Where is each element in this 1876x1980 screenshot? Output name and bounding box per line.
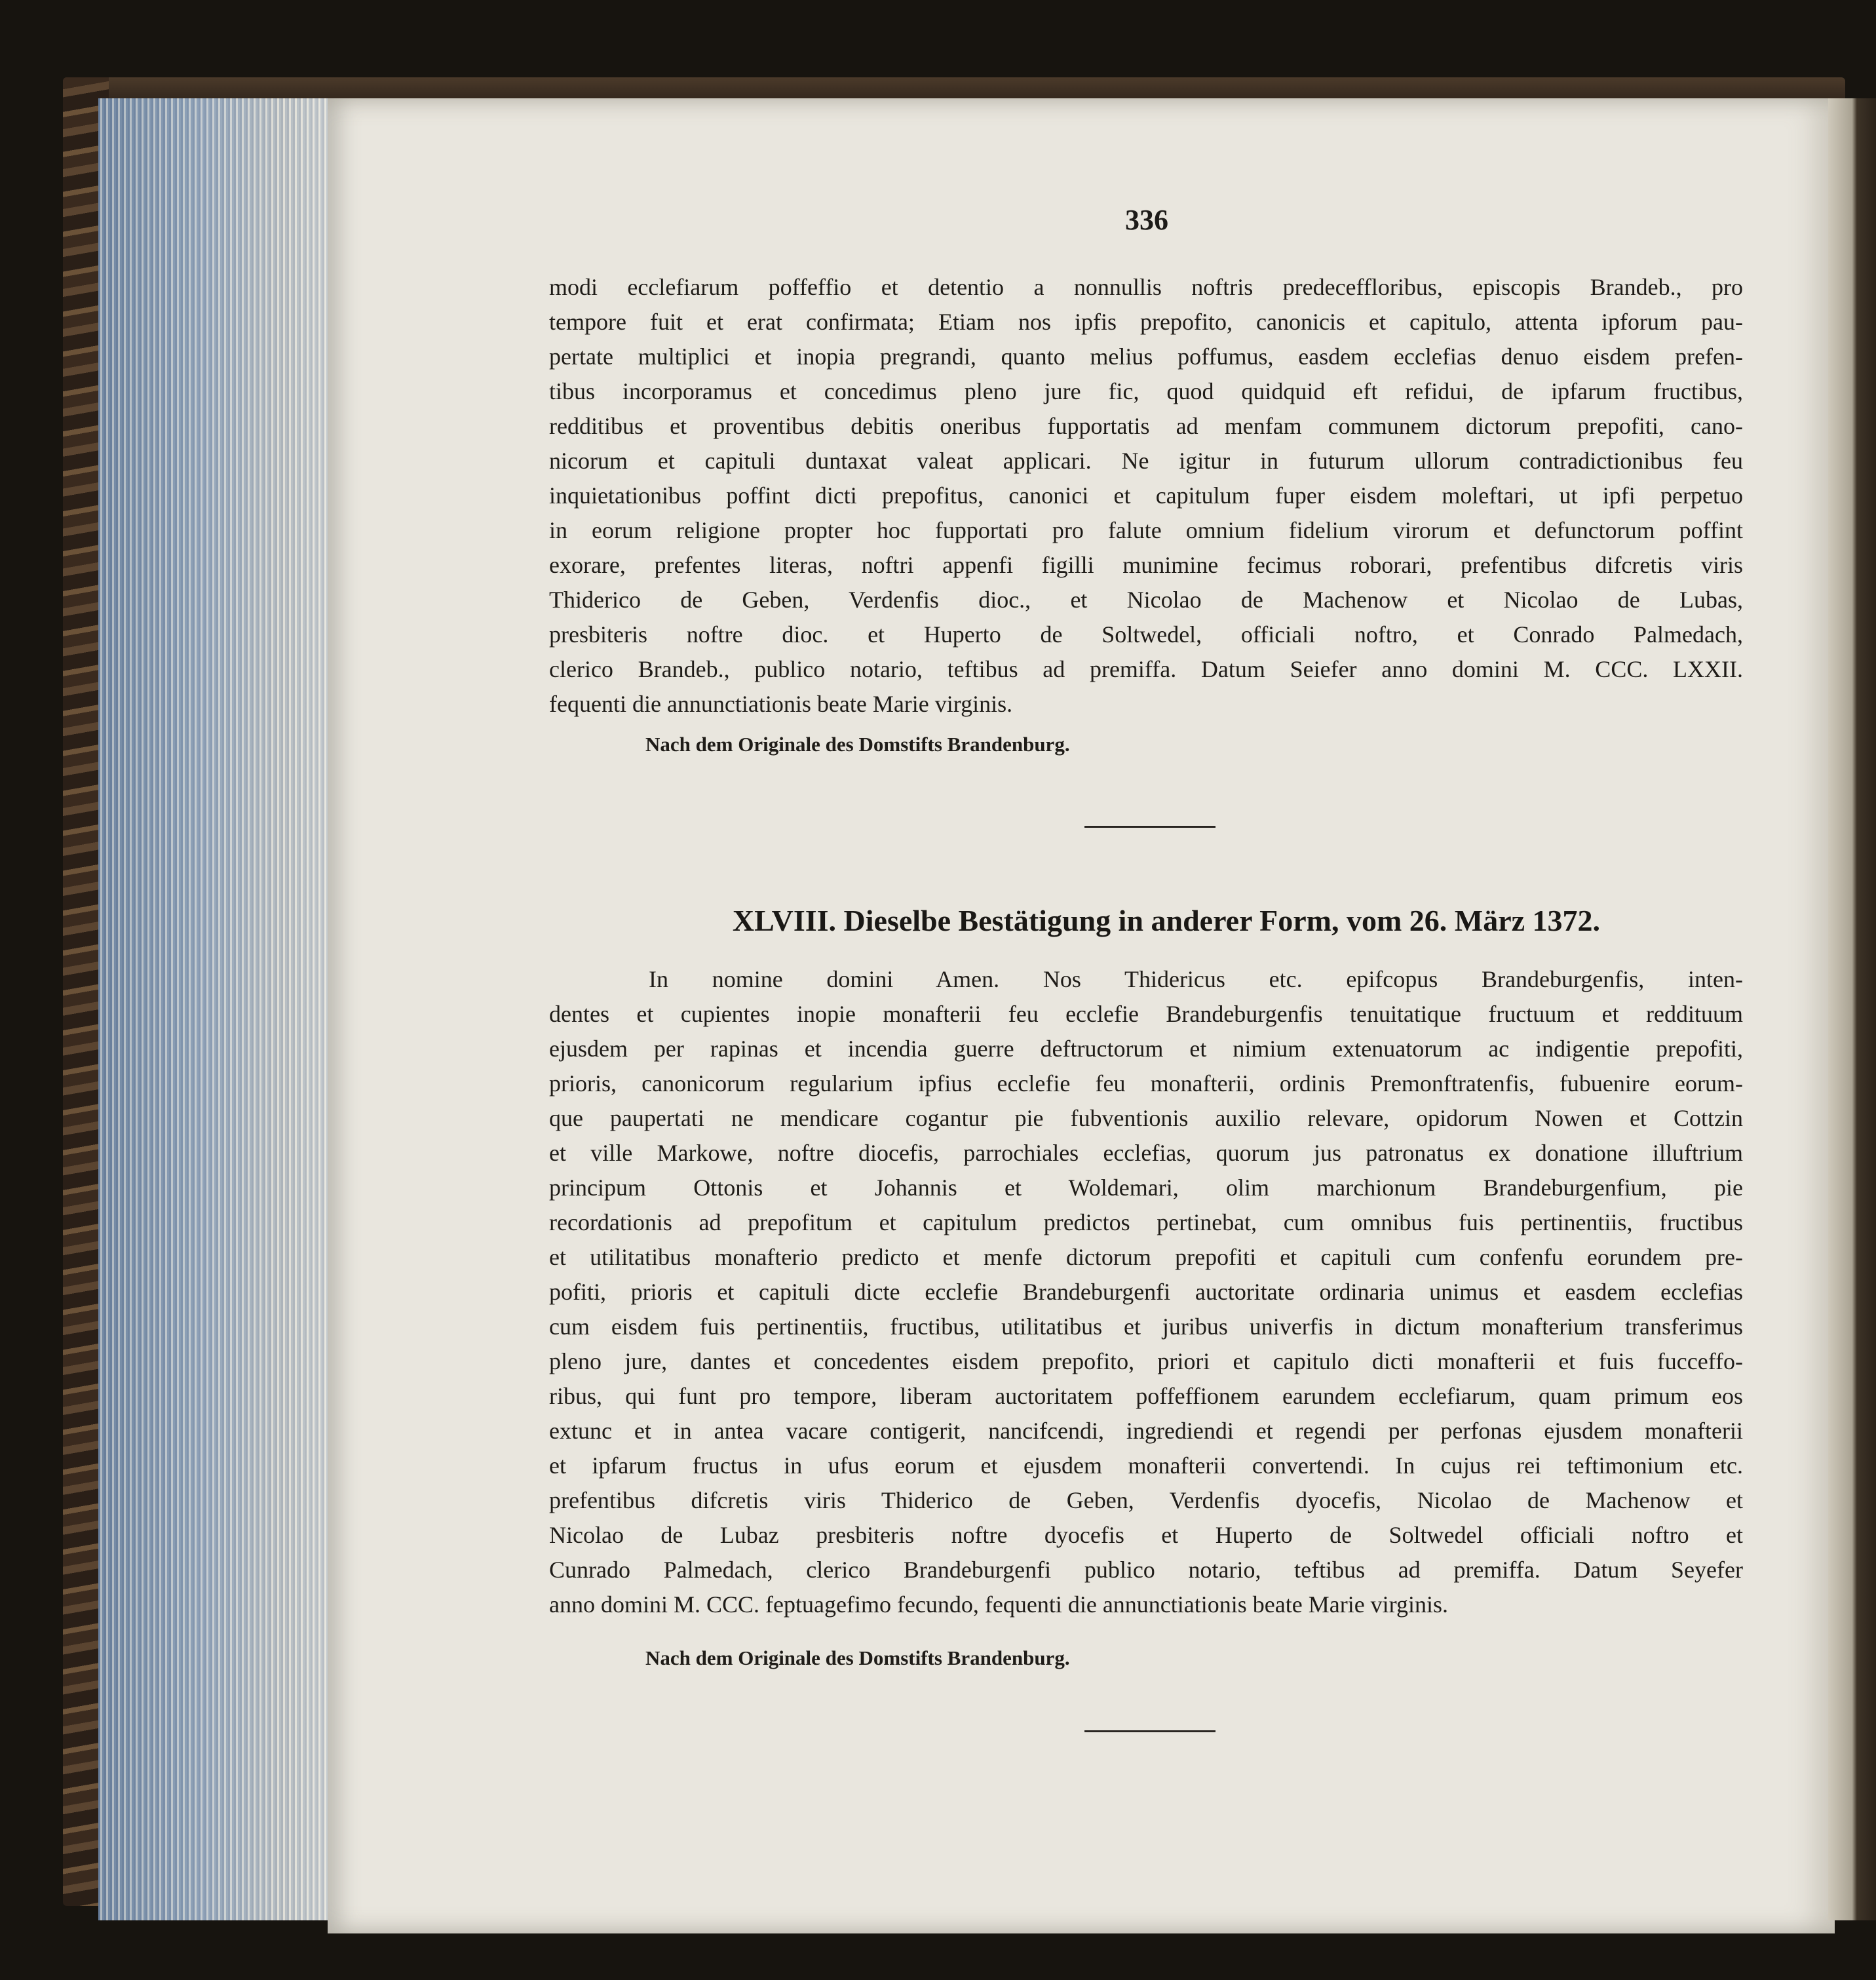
section2-line: prioris, canonicorum regularium ipfius ecclefie feu monafterii, ordinis Premonftratenfis, fubuenire eorum- [549, 1070, 1743, 1097]
section2-line: Cunrado Palmedach, clerico Brandeburgenfi publico notario, teftibus ad premiffa. Datum Seyefer [549, 1557, 1743, 1583]
section2-line: que paupertati ne mendicare cogantur pie fubventionis auxilio relevare, opidorum Nowen et Cottzin [549, 1105, 1743, 1131]
section2-line: anno domini M. CCC. feptuagefimo fecundo, fequenti die annunctiationis beate Marie virginis. [549, 1591, 1449, 1618]
section1-line: exorare, prefentes literas, noftri appenfi figilli munimine fecimus roborari, prefentibus difcretis viris [549, 552, 1743, 578]
section1-line: pertate multiplici et inopia pregrandi, quanto melius poffumus, easdem ecclefias denuo eisdem prefen- [549, 343, 1743, 370]
book-spine-right [1828, 98, 1876, 1920]
section2-line: extunc et in antea vacare contigerit, nancifcendi, ingrediendi et regendi per perfonas ejusdem monafterii [549, 1418, 1743, 1444]
section1-line: redditibus et proventibus debitis oneribus fupportatis ad menfam communem dictorum prepofiti, cano- [549, 413, 1743, 439]
section1-line: tibus incorporamus et concedimus pleno jure fic, quod quidquid eft refidui, de ipfarum fructibus, [549, 378, 1743, 404]
section2-heading: XLVIII. Dieselbe Bestätigung in anderer Form, vom 26. März 1372. [732, 904, 1601, 937]
section2-line: prefentibus difcretis viris Thiderico de Geben, Verdenfis dyocefis, Nicolao de Machenow et [549, 1487, 1743, 1513]
page-edges [98, 98, 328, 1920]
section2-line: cum eisdem fuis pertinentiis, fructibus, utilitatibus et juribus univerfis in dictum monafterium transferimus [549, 1313, 1743, 1340]
section-end-rule [1084, 1730, 1216, 1732]
section2-line: pleno jure, dantes et concedentes eisdem prepofito, priori et capitulo dicti monafterii et fuis fucceffo- [549, 1348, 1743, 1374]
section2-line: et ville Markowe, noftre diocefis, parrochiales ecclefias, quorum jus patronatus ex donatione illuftrium [549, 1140, 1743, 1166]
section1-line: inquietationibus poffint dicti prepofitus, canonici et capitulum fuper eisdem moleftari, ut ipfi perpetuo [549, 482, 1743, 509]
section1-source-note: Nach dem Originale des Domstifts Brandenburg. [645, 733, 1070, 756]
section2-line: et ipfarum fructus in ufus eorum et ejusdem monafterii convertendi. In cujus rei teftimonium etc. [549, 1452, 1743, 1479]
section2-line: recordationis ad prepofitum et capitulum predictos pertinebat, cum omnibus fuis pertinentiis, fructibus [549, 1209, 1743, 1235]
section-divider-rule [1084, 826, 1216, 828]
section2-line: Nicolao de Lubaz presbiteris noftre dyocefis et Huperto de Soltwedel officiali noftro et [549, 1522, 1743, 1548]
section1-line: tempore fuit et erat confirmata; Etiam nos ipfis prepofito, canonicis et capitulo, attenta ipforum pau- [549, 309, 1743, 335]
section1-line: modi ecclefiarum poffeffio et detentio a nonnullis noftris predeceffloribus, episcopis Brandeb., pro [549, 274, 1743, 300]
section2-line: pofiti, prioris et capituli dicte ecclefie Brandeburgenfi auctoritate ordinaria unimus et easdem ecclefias [549, 1279, 1743, 1305]
section2-line: In nomine domini Amen. Nos Thidericus etc. epifcopus Brandeburgenfis, inten- [649, 966, 1743, 992]
section2-line: ejusdem per rapinas et incendia guerre deftructorum et nimium extenuatorum ac indigentie prepofiti, [549, 1036, 1743, 1062]
section1-line: presbiteris noftre dioc. et Huperto de Soltwedel, officiali noftro, et Conrado Palmedach, [549, 621, 1743, 648]
section1-line: nicorum et capituli duntaxat valeat applicari. Ne igitur in futurum ullorum contradictionibus feu [549, 448, 1743, 474]
page-number: 336 [1125, 204, 1168, 236]
section2-line: dentes et cupientes inopie monafterii feu ecclefie Brandeburgenfis tenuitatique fructuum et reddituum [549, 1001, 1743, 1027]
section1-line: clerico Brandeb., publico notario, teftibus ad premiffa. Datum Seiefer anno domini M. CCC. LXXII. [549, 656, 1743, 682]
section2-line: et utilitatibus monafterio predicto et menfe dictorum prepofiti et capituli cum confenfu eorundem pre- [549, 1244, 1743, 1270]
section2-line: ribus, qui funt pro tempore, liberam auctoritatem poffeffionem earundem ecclefiarum, quam primum eos [549, 1383, 1743, 1409]
section1-line: Thiderico de Geben, Verdenfis dioc., et Nicolao de Machenow et Nicolao de Lubas, [549, 587, 1743, 613]
section2-source-note: Nach dem Originale des Domstifts Brandenburg. [645, 1646, 1070, 1669]
section1-line: fequenti die annunctiationis beate Marie virginis. [549, 691, 1013, 717]
section2-line: principum Ottonis et Johannis et Woldemari, olim marchionum Brandeburgenfium, pie [549, 1174, 1743, 1201]
section1-line: in eorum religione propter hoc fupportati pro falute omnium fidelium virorum et defunctorum poffint [549, 517, 1743, 543]
